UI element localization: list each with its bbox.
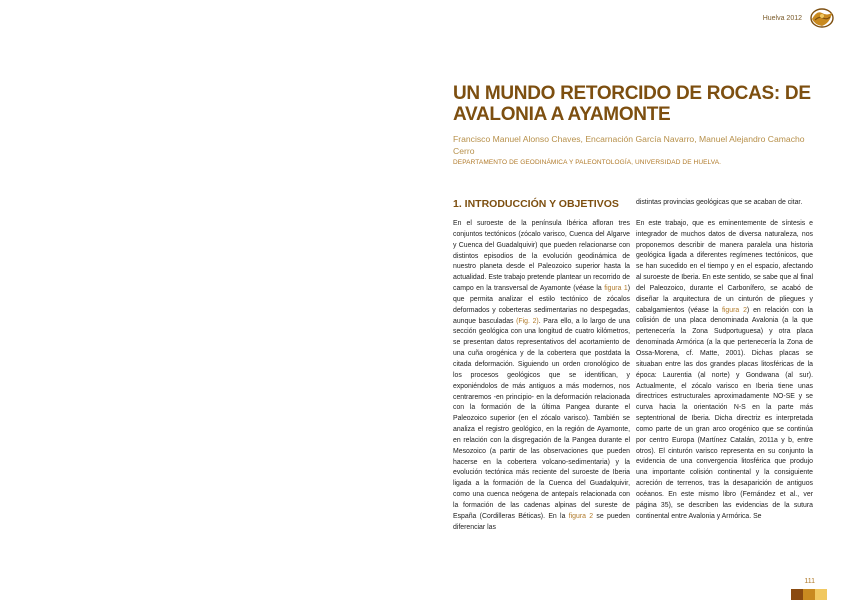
journal-logo-icon [809,7,835,29]
text-run: se pueden diferenciar las [453,512,630,531]
article-title: UN MUNDO RETORCIDO DE ROCAS: DE AVALONIA A AYAMONTE [453,83,811,125]
text-run: ) en relación con la colisión de una placa denominada Avalonia (a la que pertenecería la Zona Sudportuguesa) y otra placa denominada Armórica (a la que pertenecería la Zona de Ossa-Morena, cf. Matte, 2001). Dichas placas se situaban entre las dos grandes placas litosféricas de la época: Laurentia (al norte) y Gondwana (al sur). Actualmente, el zócalo varisco en Iberia tiene unas directrices estructurales aproximadamente NO-SE y se curva hacia la orientación N-S en la parte más septentrional de Iberia. Dicha directriz es interpretada como parte de un gran arco orogénico que se continúa por centro Europa (Martínez Catalán, 2011a y b, entre otros). El cinturón varisco representa en su conjunto la evidencia de una convergencia litosférica que produjo una importante colisión continental y la consiguiente acreción de terrenos, tras la desaparición de antiguos océanos. En este mismo libro (Fernández et al., ver página 35), se describen las evidencias de la sutura continental entre Avalonia y Armórica. Se [636,306,813,520]
figure-reference[interactable]: figura 2 [721,306,747,314]
figure-reference[interactable]: (Fig. 2) [516,317,539,325]
article-affiliation: DEPARTAMENTO DE GEODINÁMICA Y PALEONTOLOGÍA, UNIVERSIDAD DE HUELVA. [453,159,722,166]
section-heading: 1. INTRODUCCIÓN Y OBJETIVOS [453,198,619,210]
figure-reference[interactable]: figura 2 [568,512,594,520]
body-column-left [453,219,630,533]
article-authors: Francisco Manuel Alonso Chaves, Encarnación García Navarro, Manuel Alejandro Camacho Cerro [453,134,805,156]
page-number: 111 [804,578,815,585]
figure-reference[interactable]: figura 1 [604,285,628,293]
paragraph: distintas provincias geológicas que se acaban de citar. [636,199,803,206]
text-run: ) que permita analizar el estilo tectónico de zócalos deformados y coberteras sedimentarias no despegadas, aunque basculadas [453,285,630,325]
paragraph [453,219,630,533]
color-swatch [803,589,815,600]
paragraph [636,219,813,523]
text-run: En este trabajo, que es eminentemente de síntesis e integrador de muchos datos de diversa naturaleza, nos proponemos describir de manera paralela una historia geológica ligada a diferentes regímenes tectónicos, que se han sucedido en el tiempo y en el espacio, afectando al suroeste de Iberia. En este sentido, se sabe que al final del Paleozoico, durante el Carbonífero, se acabó de diseñar la arquitectura de un cinturón de pliegues y cabalgamientos (véase la [636,219,813,314]
color-swatch [791,589,803,600]
color-swatch [815,589,827,600]
text-run: . Para ello, a lo largo de una sección geológica con una longitud de cuatro kilómetros, se presentan datos representativos del acortamiento de una cuña orogénica y de la cobertera que postdata la citada deformación. Siguiendo un orden cronológico de los procesos geológicos que se identifican, y exponiéndolos de más antiguos a más modernos, nos centraremos -en principio- en la deformación relacionada con la formación de la última Pangea durante el Paleozoico superior (en el zócalo varisco). También se analiza el registro geológico, en la región de Ayamonte, en relación con la disgregación de la Pangea durante el Mesozoico (a partir de las observaciones que pueden hacerse en la cobertera volcano-sedimentaria) y la evolución tectónica más reciente del suroeste de Iberia ligada a la formación de la Cuenca del Guadalquivir, como una cuenca neógena de antepaís relacionada con la formación de las cadenas alpinas del sureste de España (Cordilleras Béticas). En la [453,317,630,520]
body-column-right [636,198,813,522]
header-label: Huelva 2012 [762,15,802,22]
text-run: En el suroeste de la península Ibérica afloran tres conjuntos tectónicos (zócalo varisco, Cuenca del Algarve y Cuenca del Guadalquivir) que pueden relacionarse con distintos episodios de la evolución geodinámica de nuestro planeta desde el Paleozoico superior hasta la actualidad. Este trabajo pretende plantear un recorrido de campo en la transversal de Ayamonte (véase la [453,220,630,293]
